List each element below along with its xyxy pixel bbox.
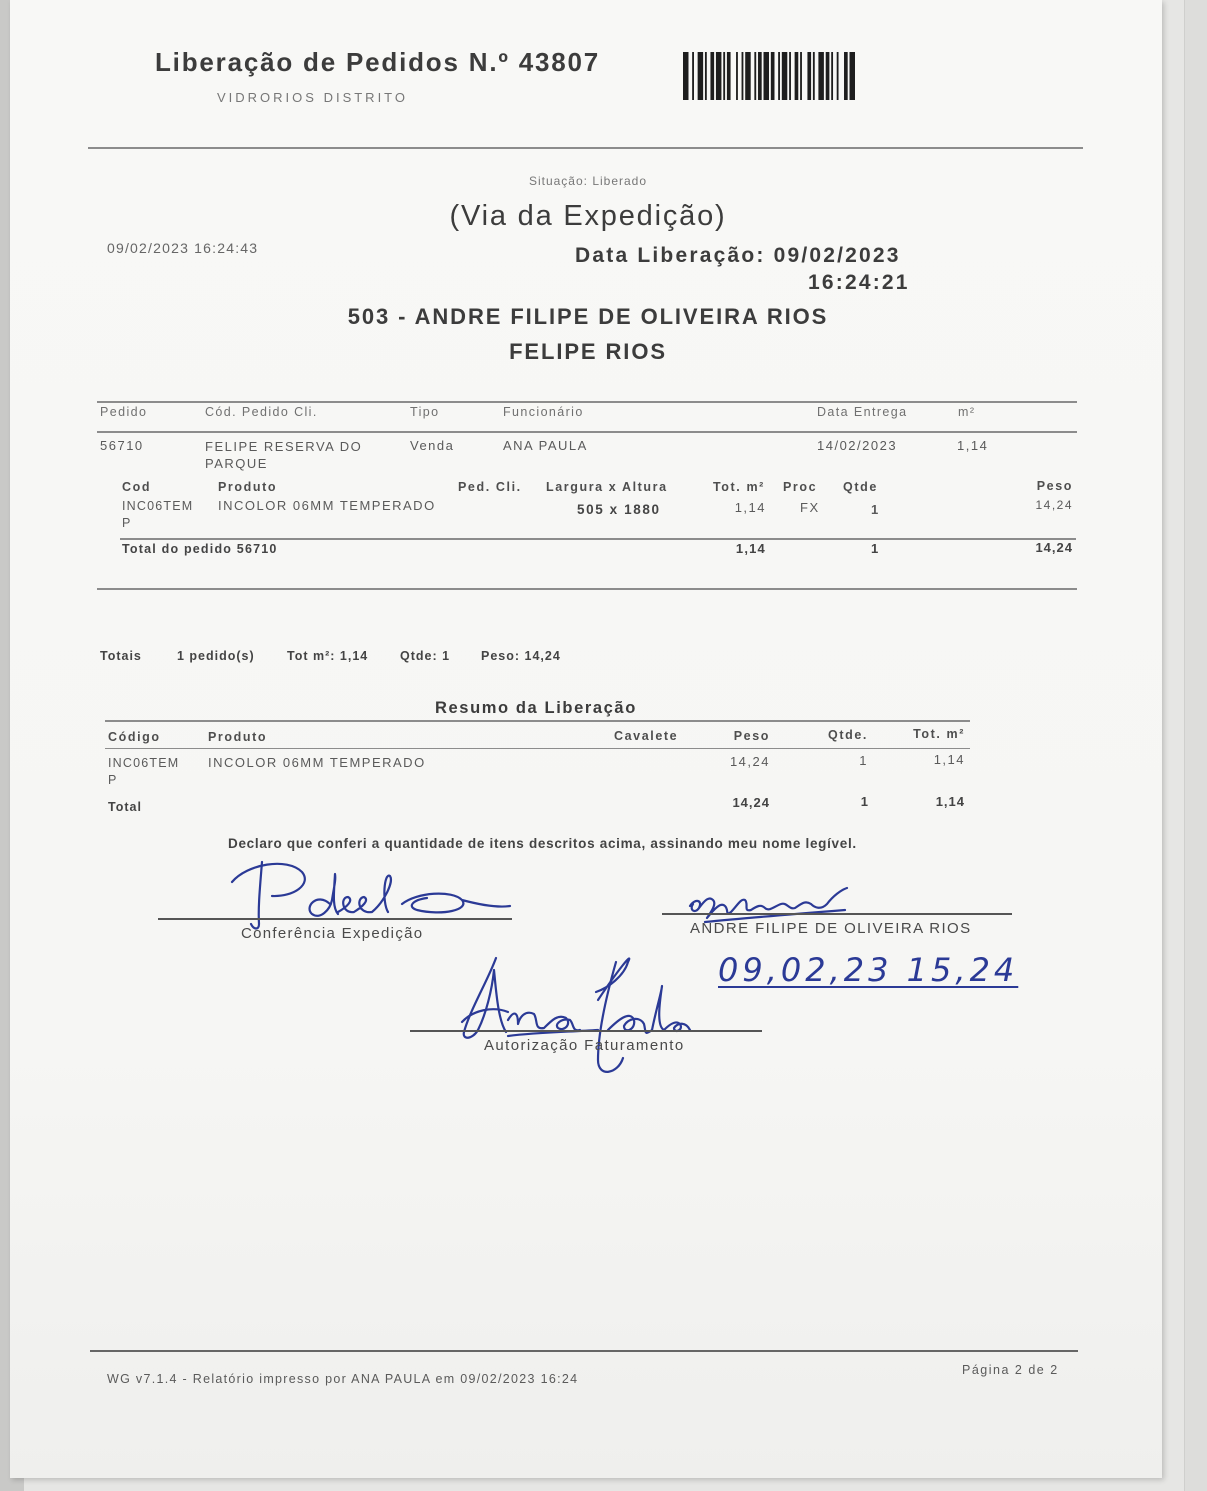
totals-qty: Qtde: 1 <box>400 649 451 663</box>
order-type: Venda <box>410 438 455 453</box>
order-delivery-date: 14/02/2023 <box>817 438 898 453</box>
summary-total-weight: 14,24 <box>732 795 770 810</box>
barcode-bar <box>698 52 703 100</box>
barcode-bar <box>800 52 802 100</box>
barcode-bar <box>807 52 811 100</box>
barcode-bar <box>723 52 725 100</box>
signature-stroke <box>464 958 506 1038</box>
summary-total-label: Total <box>108 800 142 814</box>
release-date: Data Liberação: 09/02/2023 <box>575 244 901 267</box>
totals-orders: 1 pedido(s) <box>177 649 255 663</box>
signature-stroke <box>608 986 690 1033</box>
client-order-code: FELIPE RESERVA DO PARQUE <box>205 439 363 471</box>
barcode-bar <box>826 52 830 100</box>
order-number: 56710 <box>100 438 144 453</box>
barcode-bar <box>782 52 787 100</box>
barcode-bar <box>844 52 848 100</box>
barcode-bar <box>754 52 756 100</box>
signature-billing-authorization <box>448 940 698 1080</box>
status-label: Situação: Liberado <box>528 174 648 188</box>
item-header-code: Cod <box>122 480 152 494</box>
barcode-bar <box>745 52 750 100</box>
summary-header-rack: Cavalete <box>614 729 679 743</box>
barcode-bar <box>710 52 714 100</box>
summary-item-code: INC06TEMP <box>108 756 180 787</box>
order-total-m2: 1,14 <box>735 541 766 556</box>
barcode-bar <box>683 52 688 100</box>
signature-label-shipping-check: Conferência Expedição <box>241 925 424 942</box>
summary-item-qty: 1 <box>859 753 868 768</box>
barcode-bar <box>837 52 839 100</box>
handwritten-date: 09,02,23 15,24 <box>718 951 1019 989</box>
order-total-weight: 14,24 <box>1035 540 1073 555</box>
item-header-process: Proc <box>783 480 818 494</box>
col-header-order: Pedido <box>100 405 148 419</box>
summary-header-code: Código <box>108 730 161 744</box>
item-qty: 1 <box>871 502 880 517</box>
item-header-total-m2: Tot. m² <box>713 480 765 494</box>
summary-title: Resumo da Liberação <box>435 699 637 717</box>
signature-stroke <box>598 962 623 1072</box>
footer-page-number: Página 2 de 2 <box>962 1363 1059 1377</box>
order-m2: 1,14 <box>957 438 989 453</box>
barcode-bar <box>705 52 707 100</box>
signature-stroke <box>232 864 305 896</box>
summary-item-product: INCOLOR 06MM TEMPERADO <box>208 755 426 770</box>
item-code: INC06TEMP <box>122 499 194 530</box>
barcode-bar <box>727 52 731 100</box>
order-employee: ANA PAULA <box>503 438 588 453</box>
barcode-bar <box>831 52 833 100</box>
signature-client <box>685 878 855 926</box>
order-table-top-rule <box>97 401 1077 403</box>
barcode-bar <box>789 52 791 100</box>
signature-stroke <box>310 874 338 916</box>
summary-item-weight: 14,24 <box>729 754 770 769</box>
barcode-bar <box>742 52 744 100</box>
col-header-client-code: Cód. Pedido Cli. <box>205 405 318 419</box>
summary-header-qty: Qtde. <box>828 728 868 742</box>
col-header-type: Tipo <box>410 405 440 419</box>
barcode-bar <box>692 52 694 100</box>
printed-timestamp: 09/02/2023 16:24:43 <box>107 240 259 256</box>
footer-printed-by: WG v7.1.4 - Relatório impresso por ANA PAULA em 09/02/2023 16:24 <box>107 1372 579 1386</box>
item-header-weight: Peso <box>1036 479 1073 493</box>
col-header-delivery: Data Entrega <box>817 405 908 419</box>
order-total-label: Total do pedido 56710 <box>122 542 278 556</box>
summary-header-rule <box>105 748 970 749</box>
summary-header-total-m2: Tot. m² <box>913 727 965 741</box>
client-alias: FELIPE RIOS <box>509 339 667 364</box>
signature-label-client: ANDRE FILIPE DE OLIVEIRA RIOS <box>690 920 972 937</box>
signature-stroke <box>508 1013 580 1031</box>
copy-label: (Via da Expedição) <box>449 200 727 232</box>
barcode-bar <box>813 52 815 100</box>
item-product: INCOLOR 06MM TEMPERADO <box>218 498 436 513</box>
item-header-client-order: Ped. Cli. <box>458 480 522 494</box>
totals-m2: Tot m²: 1,14 <box>287 649 369 663</box>
signature-stroke <box>402 894 510 913</box>
document-title: Liberação de Pedidos N.º 43807 <box>155 47 600 77</box>
summary-top-rule <box>105 720 970 722</box>
item-header-product: Produto <box>218 480 278 494</box>
signature-line-shipping-check <box>158 918 512 920</box>
summary-total-qty: 1 <box>860 794 868 809</box>
barcode-bar <box>818 52 823 100</box>
release-time: 16:24:21 <box>808 271 910 294</box>
signature-line-client <box>662 913 1012 915</box>
order-total-qty: 1 <box>871 541 879 556</box>
barcode-bar <box>736 52 738 100</box>
summary-total-m2: 1,14 <box>935 794 965 809</box>
item-header-qty: Qtde <box>843 480 878 494</box>
company-name: VIDRORIOS DISTRITO <box>217 90 408 105</box>
paper-stack-edge <box>1184 0 1207 1491</box>
totals-weight: Peso: 14,24 <box>481 649 561 663</box>
footer-divider <box>90 1350 1078 1352</box>
client-name: 503 - ANDRE FILIPE DE OLIVEIRA RIOS <box>347 304 829 329</box>
item-dimensions: 505 x 1880 <box>577 502 661 517</box>
signature-stroke <box>596 958 629 1000</box>
items-total-rule <box>120 538 1076 540</box>
barcode-bar <box>795 52 799 100</box>
summary-item-total-m2: 1,14 <box>933 752 965 767</box>
summary-header-product: Produto <box>208 730 268 744</box>
signature-stroke <box>338 876 391 913</box>
barcode-bar <box>778 52 780 100</box>
item-process: FX <box>800 500 820 515</box>
signature-label-billing: Autorização Faturamento <box>484 1037 685 1054</box>
declaration-text: Declaro que conferi a quantidade de itens descritos acima, assinando meu nome legível. <box>228 836 857 851</box>
header-divider <box>88 147 1083 149</box>
barcode <box>683 52 855 100</box>
totals-label: Totais <box>100 649 142 663</box>
barcode-bar <box>764 52 769 100</box>
col-header-employee: Funcionário <box>503 405 584 419</box>
item-header-dimensions: Largura x Altura <box>546 480 668 494</box>
summary-header-weight: Peso <box>733 729 770 743</box>
signature-line-billing <box>410 1030 762 1032</box>
barcode-bar <box>771 52 775 100</box>
order-table-header-rule <box>97 431 1077 433</box>
order-table-bottom-rule <box>97 588 1077 590</box>
barcode-bar <box>850 52 855 100</box>
barcode-bar <box>716 52 721 100</box>
col-header-m2: m² <box>958 405 976 419</box>
barcode-bar <box>758 52 762 100</box>
item-total-m2: 1,14 <box>734 500 766 515</box>
item-weight: 14,24 <box>1035 498 1073 512</box>
